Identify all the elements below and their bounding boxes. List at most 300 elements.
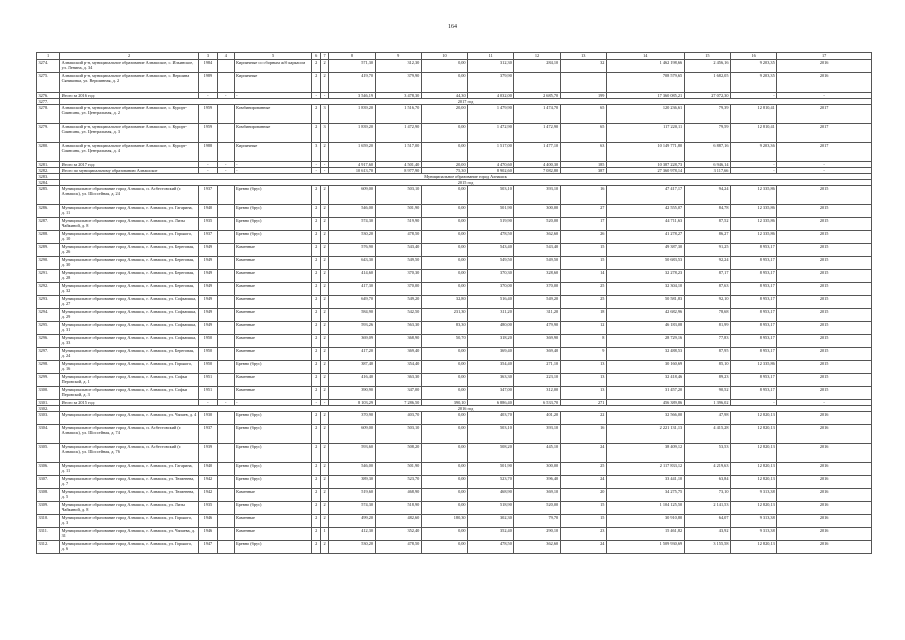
data-cell: 3 478,30 <box>375 93 421 99</box>
table-row <box>37 361 872 374</box>
data-cell: 530,20 <box>329 541 375 554</box>
table-row <box>37 270 872 283</box>
data-cell <box>217 218 234 231</box>
data-cell: 0,00 <box>421 73 467 93</box>
data-cell: 2016 <box>777 60 872 73</box>
data-cell: - <box>217 93 234 99</box>
data-cell: 523,70 <box>375 476 421 489</box>
data-cell: 3 <box>320 105 328 124</box>
data-cell: 499,20 <box>329 515 375 528</box>
table-row <box>37 444 872 463</box>
data-cell: 2017 <box>777 105 872 124</box>
data-cell: - <box>198 162 217 168</box>
address-cell: Муниципальное образование город Алнашск, г. Алнашск, ул. Софьи Перовской, д. 3 <box>60 387 199 400</box>
table-row <box>37 425 872 444</box>
data-cell: 89,23 <box>684 374 730 387</box>
data-cell <box>217 244 234 257</box>
data-cell: 0,00 <box>421 425 467 444</box>
data-cell: 2 <box>312 528 320 541</box>
data-cell: 369,40 <box>375 348 421 361</box>
data-cell: 2016 <box>777 502 872 515</box>
table-row <box>37 283 872 296</box>
data-cell: 542,50 <box>375 309 421 322</box>
address-cell: Муниципальное образование город Алнашск, г. Алнашск, ул. Береговая, д. 24 <box>60 348 199 361</box>
data-cell: 2015 <box>777 322 872 335</box>
data-cell: 12 335,86 <box>730 205 776 218</box>
data-cell: 17 360 085,21 <box>606 93 684 99</box>
data-cell: 1947 <box>198 541 217 554</box>
data-cell: 1 <box>320 528 328 541</box>
row-number-cell: 3284. <box>37 180 60 186</box>
data-cell: 8 953,17 <box>730 387 776 400</box>
data-cell <box>217 528 234 541</box>
data-cell: 609,00 <box>329 186 375 205</box>
data-cell: 12 820,13 <box>730 541 776 554</box>
data-cell: 1988 <box>198 143 217 162</box>
data-cell: 368,90 <box>375 335 421 348</box>
data-cell: 2 <box>312 322 320 335</box>
row-number-cell: 3280. <box>37 143 60 162</box>
address-cell: Муниципальное образование город Алнашск, п. Асбестовский (г. Алнашск), ул. Шоссейная, д. 24 <box>60 186 199 205</box>
data-cell: 0,00 <box>421 541 467 554</box>
section-title-cell: 2015 год <box>60 180 872 186</box>
data-cell: Бревно (брус) <box>234 186 312 205</box>
column-number-cell: 11 <box>468 53 514 60</box>
data-cell: 2 <box>312 335 320 348</box>
data-cell: 2 <box>312 515 320 528</box>
data-cell: 369,40 <box>514 348 560 361</box>
row-number-cell: 3291. <box>37 270 60 283</box>
data-cell: - <box>234 162 312 168</box>
data-cell: 2015 <box>777 348 872 361</box>
data-cell: 2015 <box>777 218 872 231</box>
data-cell: 574,30 <box>329 218 375 231</box>
data-cell: Каменные <box>234 257 312 270</box>
data-cell: - <box>777 162 872 168</box>
data-cell: 549,50 <box>514 257 560 270</box>
data-cell: 78,68 <box>684 309 730 322</box>
data-cell: 456 389,86 <box>606 400 684 406</box>
column-number-cell: 7 <box>320 53 328 60</box>
address-cell: Муниципальное образование город Алнашск, г. Алнашск, ул. Гагарина, д. 11 <box>60 463 199 476</box>
data-cell: 2 <box>312 270 320 283</box>
data-cell: 1 839,20 <box>329 105 375 124</box>
row-number-cell: 3277. <box>37 99 60 105</box>
data-cell: 584,90 <box>329 309 375 322</box>
data-cell: 370,30 <box>468 270 514 283</box>
data-cell: 2 <box>320 515 328 528</box>
data-cell: 1 396,02 <box>684 400 730 406</box>
data-cell: Каменные <box>234 296 312 309</box>
data-cell: 26 <box>560 231 606 244</box>
column-number-cell: 1 <box>37 53 60 60</box>
data-cell: - <box>234 400 312 406</box>
data-cell: - <box>320 93 328 99</box>
data-cell: 15 <box>560 257 606 270</box>
data-cell: 2 <box>320 60 328 73</box>
row-number-cell: 3306. <box>37 463 60 476</box>
data-cell: 501,90 <box>375 205 421 218</box>
row-number-cell: 3275. <box>37 73 60 93</box>
data-cell <box>217 60 234 73</box>
data-cell: 311,20 <box>468 309 514 322</box>
data-cell: 468,90 <box>375 489 421 502</box>
data-cell: Бревно (брус) <box>234 444 312 463</box>
data-cell: 8 953,17 <box>730 335 776 348</box>
data-cell: 20 <box>560 489 606 502</box>
data-cell: 81,99 <box>684 322 730 335</box>
data-cell: 1 472,90 <box>468 124 514 143</box>
data-cell: 8 953,17 <box>730 296 776 309</box>
data-cell: 300,00 <box>514 205 560 218</box>
data-cell: 63 <box>560 143 606 162</box>
data-cell: 4 219,63 <box>684 463 730 476</box>
data-cell: 2 <box>320 412 328 425</box>
table-row <box>37 257 872 270</box>
data-cell: 1939 <box>198 444 217 463</box>
data-cell: 2016 <box>777 412 872 425</box>
data-cell: 1949 <box>198 309 217 322</box>
address-cell: Алнашский р-н, муниципальное образование Алнашское, с. Курорт-Сиянсанк, ул. Центральная, д. 3 <box>60 124 199 143</box>
data-cell <box>217 257 234 270</box>
data-cell: Бревно (брус) <box>234 476 312 489</box>
data-cell: 363,30 <box>375 374 421 387</box>
data-cell: 370,30 <box>375 270 421 283</box>
data-cell: 0,00 <box>421 270 467 283</box>
data-cell: 2 <box>320 374 328 387</box>
data-cell: 8 953,17 <box>730 257 776 270</box>
data-cell <box>217 374 234 387</box>
data-cell: 16 <box>560 186 606 205</box>
data-cell: 32 488,53 <box>606 348 684 361</box>
data-cell: 2 <box>320 425 328 444</box>
data-cell: 501,90 <box>468 463 514 476</box>
data-cell: 2016 <box>777 489 872 502</box>
data-cell: 1 839,20 <box>329 124 375 143</box>
data-cell: 2 <box>320 444 328 463</box>
address-cell: Алнашский р-н, муниципальное образование Алнашское, с. Курорт-Сиянсанк, ул. Центральная, д. 2 <box>60 105 199 124</box>
data-cell: 2 <box>312 231 320 244</box>
data-cell: 2 <box>320 186 328 205</box>
data-cell: 2 <box>312 425 320 444</box>
row-number-cell: 3299. <box>37 374 60 387</box>
data-cell: 468,90 <box>468 489 514 502</box>
data-cell: 231,30 <box>421 309 467 322</box>
data-cell: 42 555,07 <box>606 205 684 218</box>
data-cell: 30 160,69 <box>606 361 684 374</box>
address-cell: Муниципальное образование город Алнашск, г. Алнашск, ул. Береговая, д. 26 <box>60 244 199 257</box>
address-cell: Муниципальное образование город Алнашск, г. Алнашск, ул. Горького, д. 3 <box>60 515 199 528</box>
data-cell: 1959 <box>198 124 217 143</box>
data-cell: 1 509 930,69 <box>606 541 684 554</box>
data-cell: 3 546,19 <box>329 93 375 99</box>
row-number-cell: 3289. <box>37 244 60 257</box>
data-cell: 8 977,90 <box>375 168 421 174</box>
address-cell: Итого по муниципальному образованию Алнашское <box>60 168 199 174</box>
data-cell: 16 <box>560 425 606 444</box>
row-number-cell: 3307. <box>37 476 60 489</box>
table-row <box>37 541 872 554</box>
data-cell: Каменные <box>234 528 312 541</box>
data-cell: 649,70 <box>329 296 375 309</box>
data-cell <box>514 73 560 93</box>
data-cell: 86,27 <box>684 231 730 244</box>
data-cell <box>217 425 234 444</box>
data-cell: 2 <box>320 322 328 335</box>
data-cell <box>217 361 234 374</box>
data-cell: - <box>730 93 776 99</box>
data-cell: 354,40 <box>468 361 514 374</box>
data-cell <box>217 296 234 309</box>
data-cell: 6 533,70 <box>514 400 560 406</box>
data-cell: 0,00 <box>421 186 467 205</box>
data-cell: 13 <box>560 374 606 387</box>
data-cell: 223,10 <box>514 374 560 387</box>
data-cell: 32 <box>560 60 606 73</box>
data-cell: 1951 <box>198 374 217 387</box>
section-title-cell: Муниципальное образование город Алнашск <box>60 174 872 180</box>
data-cell: 387 <box>560 168 606 174</box>
data-cell: 609,00 <box>329 425 375 444</box>
data-cell: - <box>730 400 776 406</box>
data-cell: 12 820,13 <box>730 412 776 425</box>
data-cell: 4 501,40 <box>375 162 421 168</box>
row-number-cell: 3300. <box>37 387 60 400</box>
data-cell: 1935 <box>198 502 217 515</box>
data-cell: 9 203,36 <box>730 143 776 162</box>
row-number-cell: 3286. <box>37 205 60 218</box>
column-number-cell: 12 <box>514 53 560 60</box>
row-number-cell: 3276. <box>37 93 60 99</box>
data-cell: 379,90 <box>468 73 514 93</box>
data-cell: 290,10 <box>514 528 560 541</box>
column-number-cell: 13 <box>560 53 606 60</box>
data-cell: 9 203,35 <box>730 73 776 93</box>
data-cell <box>217 105 234 124</box>
data-cell: - <box>312 400 320 406</box>
data-cell: 32 566,00 <box>606 412 684 425</box>
data-cell: 546,00 <box>329 205 375 218</box>
data-cell: 2017 <box>777 124 872 143</box>
data-cell <box>217 412 234 425</box>
data-cell: Бревно (брус) <box>234 541 312 554</box>
data-cell: 328,60 <box>514 270 560 283</box>
data-cell: 362,60 <box>514 541 560 554</box>
data-cell: 2016 <box>777 463 872 476</box>
data-cell: 1 104 125,50 <box>606 502 684 515</box>
data-cell: 49 387,30 <box>606 244 684 257</box>
column-number-row <box>37 53 872 60</box>
data-cell: 28 729,16 <box>606 335 684 348</box>
data-cell: 2 <box>312 257 320 270</box>
data-cell: - <box>320 400 328 406</box>
data-cell: Бревно (брус) <box>234 205 312 218</box>
data-cell: 2 <box>312 60 320 73</box>
data-cell: 2 117 833,12 <box>606 463 684 476</box>
data-cell: 519,90 <box>375 218 421 231</box>
data-cell: 75,30 <box>421 168 467 174</box>
data-cell: 92,24 <box>684 257 730 270</box>
data-cell: Бревно (брус) <box>234 425 312 444</box>
data-cell: 2 685,70 <box>514 93 560 99</box>
data-cell: - <box>217 162 234 168</box>
data-cell: Бревно (брус) <box>234 463 312 476</box>
data-cell: 2015 <box>777 387 872 400</box>
data-cell: 1 659,20 <box>329 143 375 162</box>
data-cell: 2016 <box>777 541 872 554</box>
data-cell: 90,52 <box>684 387 730 400</box>
data-cell: 12 820,13 <box>730 463 776 476</box>
data-cell: 2 <box>312 476 320 489</box>
row-number-cell: 3310. <box>37 515 60 528</box>
data-cell: 2016 <box>777 476 872 489</box>
data-cell: 1 474,70 <box>514 105 560 124</box>
row-number-cell: 3283. <box>37 174 60 180</box>
data-cell: 1 682,05 <box>684 73 730 93</box>
data-cell: 12 820,13 <box>730 502 776 515</box>
data-cell: 12 820,13 <box>730 444 776 463</box>
data-cell: 2 <box>320 361 328 374</box>
data-cell: 2 <box>312 73 320 93</box>
data-cell <box>217 348 234 361</box>
data-cell <box>217 283 234 296</box>
data-cell: 27 <box>560 205 606 218</box>
row-number-cell: 3309. <box>37 502 60 515</box>
data-cell: 2015 <box>777 296 872 309</box>
data-cell: 347,00 <box>468 387 514 400</box>
data-cell: 370,00 <box>375 283 421 296</box>
data-cell: 87,63 <box>684 283 730 296</box>
data-cell: 519,60 <box>329 489 375 502</box>
data-cell: 370,90 <box>329 412 375 425</box>
data-cell: 390,10 <box>421 400 467 406</box>
data-cell: 593,60 <box>329 444 375 463</box>
data-cell: 530,20 <box>329 231 375 244</box>
column-number-cell: 15 <box>684 53 730 60</box>
data-cell: 117 220,11 <box>606 124 684 143</box>
data-cell: 2015 <box>777 283 872 296</box>
address-cell: Алнашский р-н, муниципальное образование Алнашское, с. Вершина Сяниковка, ул. Вершинная, д. 2 <box>60 73 199 93</box>
data-cell: 2015 <box>777 270 872 283</box>
data-cell: 87,95 <box>684 348 730 361</box>
data-cell: 347,00 <box>375 387 421 400</box>
data-cell <box>217 502 234 515</box>
data-cell: 4 400,30 <box>514 162 560 168</box>
data-cell: 2015 <box>777 257 872 270</box>
data-cell: 79,70 <box>514 515 560 528</box>
data-cell: 369,09 <box>329 335 375 348</box>
data-cell: 0,00 <box>421 489 467 502</box>
data-cell: 1946 <box>198 528 217 541</box>
data-cell <box>217 186 234 205</box>
data-cell: 478,50 <box>468 231 514 244</box>
data-cell: Кирпичные <box>234 143 312 162</box>
data-cell: 6 887,16 <box>684 143 730 162</box>
data-cell: 120 236,61 <box>606 105 684 124</box>
data-cell: 0,00 <box>421 244 467 257</box>
data-cell: 1937 <box>198 186 217 205</box>
address-cell: Муниципальное образование город Алнашск, п. Асбестовский (г. Алнашск), ул. Шоссейная, д. 74 <box>60 425 199 444</box>
data-cell: 180,30 <box>421 515 467 528</box>
data-cell: 1949 <box>198 244 217 257</box>
data-cell: 0,00 <box>421 476 467 489</box>
data-cell: Каменные <box>234 489 312 502</box>
data-cell: 312,30 <box>375 60 421 73</box>
row-number-cell: 3311. <box>37 528 60 541</box>
data-cell: 1949 <box>198 283 217 296</box>
data-cell: 9 203,35 <box>730 60 776 73</box>
data-cell: 2 <box>320 463 328 476</box>
row-number-cell: 3279. <box>37 124 60 143</box>
row-number-cell: 3274. <box>37 60 60 73</box>
data-cell: 63,84 <box>684 476 730 489</box>
data-cell: 2 <box>320 348 328 361</box>
data-cell: 2 <box>320 231 328 244</box>
address-cell: Итого за 2016 год: <box>60 93 199 99</box>
data-cell: 2 <box>320 283 328 296</box>
data-cell: 1940 <box>198 463 217 476</box>
data-cell: Каменные <box>234 335 312 348</box>
data-cell: - <box>730 168 776 174</box>
data-cell: 0,00 <box>421 231 467 244</box>
data-cell: - <box>234 93 312 99</box>
data-cell: 2016 <box>777 425 872 444</box>
data-cell: Бревно (брус) <box>234 502 312 515</box>
data-cell: Бревно (брус) <box>234 412 312 425</box>
data-cell: 1940 <box>198 205 217 218</box>
address-cell: Муниципальное образование город Алнашск, г. Алнашск, ул. Софьи Перовской, д. 1 <box>60 374 199 387</box>
data-cell: Кирпичные со сборным ж/б каркасом <box>234 60 312 73</box>
data-cell: 2 <box>312 489 320 502</box>
data-cell: 0,00 <box>421 283 467 296</box>
data-cell: 24 <box>560 541 606 554</box>
data-cell: 87,17 <box>684 270 730 283</box>
data-cell: 519,90 <box>468 218 514 231</box>
data-cell: 2016 <box>777 444 872 463</box>
data-cell: 64,07 <box>684 515 730 528</box>
data-cell: 401,20 <box>514 412 560 425</box>
data-cell: 47 417,17 <box>606 186 684 205</box>
data-cell: 520,00 <box>514 218 560 231</box>
data-cell: 271 <box>560 400 606 406</box>
data-cell: 84,78 <box>684 205 730 218</box>
data-cell: 17 <box>560 218 606 231</box>
data-cell: 508,20 <box>375 444 421 463</box>
data-cell: 1 462 198,66 <box>606 60 684 73</box>
table-row <box>37 186 872 205</box>
data-cell: 8 953,17 <box>730 374 776 387</box>
table-row <box>37 296 872 309</box>
row-number-cell: 3301. <box>37 400 60 406</box>
data-cell: 1949 <box>198 257 217 270</box>
data-cell: 482,60 <box>375 515 421 528</box>
data-cell: 2 <box>320 205 328 218</box>
data-cell: Бревно (брус) <box>234 218 312 231</box>
data-cell: 478,50 <box>375 541 421 554</box>
data-cell: 94,24 <box>684 186 730 205</box>
table-row <box>37 515 872 528</box>
column-number-cell: 17 <box>777 53 872 60</box>
address-cell: Муниципальное образование город Алнашск, г. Алнашск, ул. Чапаева, д. 31 <box>60 528 199 541</box>
data-cell: 445,10 <box>514 444 560 463</box>
address-cell: Итого за 2017 год: <box>60 162 199 168</box>
row-number-cell: 3298. <box>37 361 60 374</box>
data-cell: 563,30 <box>375 322 421 335</box>
data-cell: 393,10 <box>514 425 560 444</box>
data-cell: 2017 <box>777 143 872 162</box>
address-cell: Итого за 2015 год: <box>60 400 199 406</box>
table-row <box>37 502 872 515</box>
